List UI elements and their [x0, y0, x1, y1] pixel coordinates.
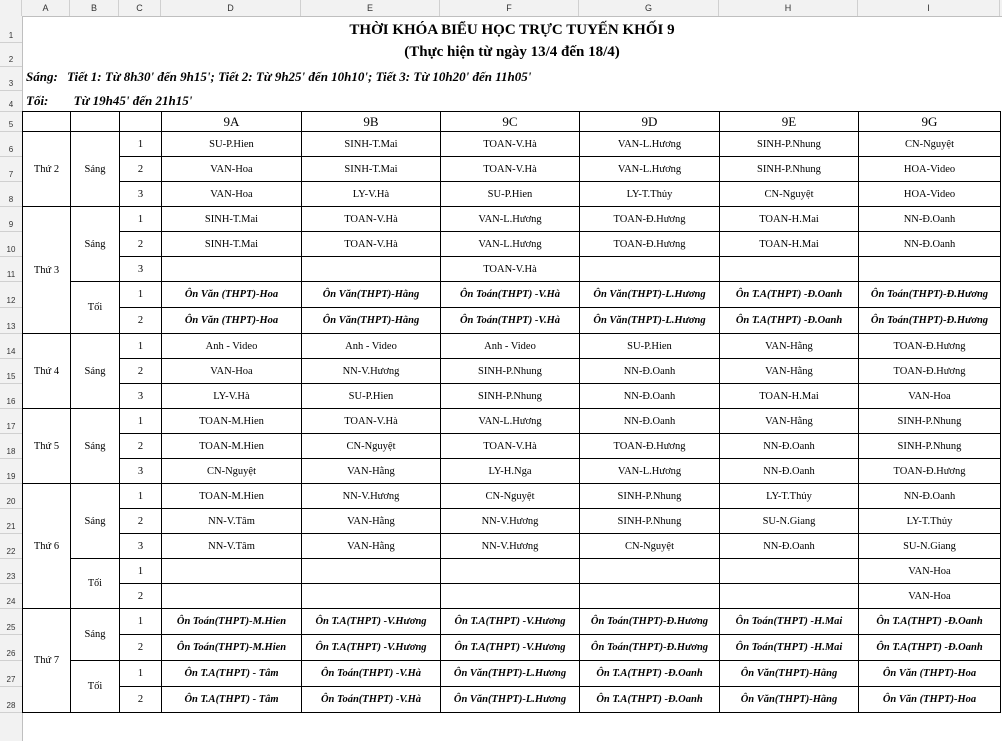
lesson-cell[interactable]: Ôn Toán(THPT) -H.Mai — [720, 635, 859, 661]
lesson-cell[interactable]: Ôn Văn(THPT)-L.Hương — [441, 661, 580, 687]
column-header-h[interactable]: H — [719, 0, 858, 16]
period-number-cell[interactable]: 1 — [120, 661, 162, 687]
row-header-15[interactable]: 15 — [6, 372, 16, 381]
lesson-cell[interactable]: SU-P.Hien — [162, 132, 302, 157]
row-header-14[interactable]: 14 — [6, 347, 16, 356]
lesson-cell[interactable]: LY-H.Nga — [441, 459, 580, 484]
row-header-17[interactable]: 17 — [6, 422, 16, 431]
period-number-cell[interactable]: 1 — [120, 334, 162, 359]
lesson-cell[interactable]: Ôn T.A(THPT) - Tâm — [162, 687, 302, 713]
session-cell[interactable]: Sáng — [71, 484, 120, 559]
table-row — [23, 509, 1001, 534]
morning-schedule-line — [26, 69, 531, 85]
lesson-cell[interactable]: VAN-Hằng — [302, 459, 441, 484]
row-divider — [0, 634, 22, 635]
table-row — [23, 434, 1001, 459]
row-header-28[interactable]: 28 — [6, 701, 16, 710]
session-cell[interactable]: Sáng — [71, 334, 120, 409]
lesson-cell[interactable]: Ôn Toán(THPT) -H.Mai — [720, 609, 859, 635]
lesson-cell[interactable]: VAN-L.Hương — [580, 132, 720, 157]
row-divider — [0, 90, 22, 91]
lesson-cell[interactable]: Ôn Toán(THPT)-Đ.Hương — [580, 635, 720, 661]
class-header-cell[interactable]: 9B — [302, 112, 441, 132]
lesson-cell[interactable]: NN-Đ.Oanh — [580, 384, 720, 409]
day-cell[interactable]: Thứ 4 — [23, 334, 71, 409]
table-row — [23, 157, 1001, 182]
morning-times: Tiết 1: Từ 8h30' đến 9h15'; Tiết 2: Từ 9h25' đến 10h10'; Tiết 3: Từ 10h20' đến 11h05' — [67, 69, 532, 84]
table-row — [23, 282, 1001, 308]
row-divider — [0, 660, 22, 661]
lesson-cell[interactable]: Ôn Văn(THPT)-Hằng — [720, 687, 859, 713]
lesson-cell[interactable]: NN-Đ.Oanh — [859, 484, 1001, 509]
lesson-cell[interactable]: TOAN-V.Hà — [441, 257, 580, 282]
evening-label: Tối: — [26, 93, 49, 108]
row-divider — [0, 181, 22, 182]
row-divider — [0, 231, 22, 232]
lesson-cell[interactable]: TOAN-Đ.Hương — [859, 334, 1001, 359]
column-header-a[interactable]: A — [22, 0, 70, 16]
lesson-cell[interactable] — [441, 584, 580, 609]
lesson-cell[interactable]: TOAN-H.Mai — [720, 232, 859, 257]
row-divider — [0, 558, 22, 559]
lesson-cell[interactable]: SU-P.Hien — [302, 384, 441, 409]
lesson-cell[interactable]: Anh - Video — [302, 334, 441, 359]
lesson-cell[interactable]: VAN-Hằng — [302, 509, 441, 534]
row-divider — [0, 408, 22, 409]
row-divider — [0, 483, 22, 484]
evening-schedule-line — [26, 93, 192, 109]
session-cell[interactable]: Sáng — [71, 207, 120, 282]
lesson-cell[interactable] — [859, 257, 1001, 282]
period-number-cell[interactable]: 1 — [120, 609, 162, 635]
lesson-cell[interactable]: VAN-Hoa — [162, 182, 302, 207]
lesson-cell[interactable]: TOAN-Đ.Hương — [580, 232, 720, 257]
day-cell[interactable]: Thứ 3 — [23, 207, 71, 334]
lesson-cell[interactable]: Ôn Văn(THPT)-Hằng — [720, 661, 859, 687]
lesson-cell[interactable]: VAN-Hằng — [720, 359, 859, 384]
row-divider — [0, 131, 22, 132]
row-header-18[interactable]: 18 — [6, 447, 16, 456]
row-divider — [0, 458, 22, 459]
row-divider — [0, 42, 22, 43]
lesson-cell[interactable]: CN-Nguyệt — [720, 182, 859, 207]
lesson-cell[interactable]: TOAN-Đ.Hương — [580, 434, 720, 459]
lesson-cell[interactable]: Ôn Văn(THPT)-L.Hương — [580, 282, 720, 308]
lesson-cell[interactable]: Ôn Văn (THPT)-Hoa — [162, 282, 302, 308]
session-cell[interactable]: Sáng — [71, 609, 120, 661]
lesson-cell[interactable]: LY-T.Thủy — [859, 509, 1001, 534]
lesson-cell[interactable]: HOA-Video — [859, 157, 1001, 182]
lesson-cell[interactable]: VAN-Hoa — [162, 359, 302, 384]
period-number-cell[interactable]: 1 — [120, 559, 162, 584]
lesson-cell[interactable]: VAN-Hoa — [859, 384, 1001, 409]
table-row — [23, 584, 1001, 609]
session-cell[interactable]: Tối — [71, 282, 120, 334]
lesson-cell[interactable]: VAN-L.Hương — [441, 232, 580, 257]
session-cell[interactable]: Sáng — [71, 409, 120, 484]
lesson-cell[interactable]: Anh - Video — [441, 334, 580, 359]
lesson-cell[interactable]: Ôn T.A(THPT) -Đ.Oanh — [580, 661, 720, 687]
period-number-cell[interactable]: 2 — [120, 687, 162, 713]
lesson-cell[interactable]: Ôn Văn(THPT)-L.Hương — [580, 308, 720, 334]
lesson-cell[interactable]: Ôn Toán(THPT)-M.Hien — [162, 635, 302, 661]
period-number-cell[interactable]: 1 — [120, 484, 162, 509]
lesson-cell[interactable]: VAN-Hằng — [720, 334, 859, 359]
row-header-8[interactable]: 8 — [8, 195, 14, 204]
row-divider — [0, 358, 22, 359]
period-number-cell[interactable]: 3 — [120, 257, 162, 282]
lesson-cell[interactable]: TOAN-M.Hien — [162, 434, 302, 459]
day-cell[interactable]: Thứ 2 — [23, 132, 71, 207]
table-row — [23, 459, 1001, 484]
lesson-cell[interactable]: VAN-L.Hương — [441, 207, 580, 232]
lesson-cell[interactable]: TOAN-Đ.Hương — [580, 207, 720, 232]
lesson-cell[interactable]: VAN-L.Hương — [441, 409, 580, 434]
lesson-cell[interactable]: Anh - Video — [162, 334, 302, 359]
row-divider — [0, 433, 22, 434]
lesson-cell[interactable]: SINH-P.Nhung — [720, 157, 859, 182]
lesson-cell[interactable]: SU-P.Hien — [580, 334, 720, 359]
lesson-cell[interactable]: Ôn Văn(THPT)-Hằng — [302, 308, 441, 334]
lesson-cell[interactable]: SU-N.Giang — [859, 534, 1001, 559]
period-number-cell[interactable]: 3 — [120, 534, 162, 559]
row-divider — [0, 608, 22, 609]
corner-cell[interactable] — [71, 112, 120, 132]
lesson-cell[interactable]: NN-V.Hương — [302, 359, 441, 384]
column-header-bar — [0, 0, 1002, 17]
day-cell[interactable]: Thứ 5 — [23, 409, 71, 484]
row-divider — [0, 111, 22, 112]
lesson-cell[interactable]: CN-Nguyệt — [441, 484, 580, 509]
lesson-cell[interactable]: TOAN-V.Hà — [302, 232, 441, 257]
lesson-cell[interactable]: TOAN-M.Hien — [162, 484, 302, 509]
lesson-cell[interactable] — [580, 584, 720, 609]
row-header-6[interactable]: 6 — [8, 145, 14, 154]
row-header-21[interactable]: 21 — [6, 522, 16, 531]
period-number-cell[interactable]: 3 — [120, 459, 162, 484]
lesson-cell[interactable]: Ôn T.A(THPT) - Tâm — [162, 661, 302, 687]
lesson-cell[interactable] — [580, 257, 720, 282]
period-number-cell[interactable]: 2 — [120, 232, 162, 257]
period-number-cell[interactable]: 2 — [120, 584, 162, 609]
lesson-cell[interactable]: SINH-P.Nhung — [859, 434, 1001, 459]
row-divider — [0, 156, 22, 157]
table-row — [23, 257, 1001, 282]
lesson-cell[interactable]: NN-V.Tâm — [162, 534, 302, 559]
period-number-cell[interactable]: 1 — [120, 282, 162, 308]
lesson-cell[interactable]: Ôn T.A(THPT) -V.Hương — [441, 609, 580, 635]
day-cell[interactable]: Thứ 6 — [23, 484, 71, 609]
lesson-cell[interactable]: Ôn Toán(THPT) -V.Hà — [302, 661, 441, 687]
lesson-cell[interactable]: CN-Nguyệt — [302, 434, 441, 459]
row-divider — [0, 281, 22, 282]
lesson-cell[interactable]: VAN-L.Hương — [580, 157, 720, 182]
row-divider — [0, 66, 22, 67]
column-header-i[interactable]: I — [858, 0, 1000, 16]
period-number-cell[interactable]: 1 — [120, 409, 162, 434]
class-header-cell[interactable]: 9G — [859, 112, 1001, 132]
lesson-cell[interactable]: Ôn T.A(THPT) -Đ.Oanh — [720, 308, 859, 334]
lesson-cell[interactable]: SINH-P.Nhung — [720, 132, 859, 157]
lesson-cell[interactable]: NN-Đ.Oanh — [580, 359, 720, 384]
period-number-cell[interactable]: 2 — [120, 359, 162, 384]
select-all-corner[interactable] — [0, 0, 22, 16]
period-number-cell[interactable]: 2 — [120, 434, 162, 459]
row-header-23[interactable]: 23 — [6, 572, 16, 581]
table-row — [23, 132, 1001, 157]
column-header-e[interactable]: E — [301, 0, 440, 16]
column-header-c[interactable]: C — [119, 0, 161, 16]
lesson-cell[interactable] — [162, 559, 302, 584]
table-row — [23, 484, 1001, 509]
lesson-cell[interactable]: Ôn Toán(THPT) -V.Hà — [441, 308, 580, 334]
corner-cell[interactable] — [120, 112, 162, 132]
lesson-cell[interactable]: SU-P.Hien — [441, 182, 580, 207]
morning-label: Sáng: — [26, 69, 58, 84]
lesson-cell[interactable]: CN-Nguyệt — [580, 534, 720, 559]
corner-cell[interactable] — [23, 112, 71, 132]
column-header-b[interactable]: B — [70, 0, 119, 16]
row-header-16[interactable]: 16 — [6, 397, 16, 406]
session-cell[interactable]: Tối — [71, 661, 120, 713]
row-header-9[interactable]: 9 — [8, 220, 14, 229]
class-header-row — [23, 112, 1001, 132]
lesson-cell[interactable]: LY-V.Hà — [162, 384, 302, 409]
lesson-cell[interactable]: LY-T.Thủy — [580, 182, 720, 207]
class-header-cell[interactable]: 9A — [162, 112, 302, 132]
lesson-cell[interactable]: NN-Đ.Oanh — [580, 409, 720, 434]
period-number-cell[interactable]: 3 — [120, 384, 162, 409]
table-row — [23, 534, 1001, 559]
row-divider — [0, 583, 22, 584]
lesson-cell[interactable]: TOAN-V.Hà — [441, 157, 580, 182]
lesson-cell[interactable]: TOAN-M.Hien — [162, 409, 302, 434]
table-row — [23, 635, 1001, 661]
row-header-5[interactable]: 5 — [8, 120, 14, 129]
sheet-subtitle: (Thực hiện từ ngày 13/4 đến 18/4) — [404, 44, 620, 60]
lesson-cell[interactable]: NN-Đ.Oanh — [859, 207, 1001, 232]
lesson-cell[interactable]: SINH-T.Mai — [162, 207, 302, 232]
lesson-cell[interactable]: SINH-P.Nhung — [580, 484, 720, 509]
row-divider — [0, 508, 22, 509]
column-header-g[interactable]: G — [579, 0, 719, 16]
lesson-cell[interactable]: TOAN-V.Hà — [441, 434, 580, 459]
lesson-cell[interactable]: Ôn T.A(THPT) -Đ.Oanh — [859, 609, 1001, 635]
lesson-cell[interactable]: SU-N.Giang — [720, 509, 859, 534]
period-number-cell[interactable]: 1 — [120, 132, 162, 157]
row-divider — [0, 383, 22, 384]
lesson-cell[interactable]: NN-Đ.Oanh — [720, 534, 859, 559]
lesson-cell[interactable]: VAN-Hằng — [302, 534, 441, 559]
lesson-cell[interactable]: Ôn Văn (THPT)-Hoa — [859, 687, 1001, 713]
lesson-cell[interactable]: TOAN-V.Hà — [441, 132, 580, 157]
lesson-cell[interactable]: SINH-P.Nhung — [859, 409, 1001, 434]
lesson-cell[interactable]: Ôn T.A(THPT) -V.Hương — [441, 635, 580, 661]
period-number-cell[interactable]: 2 — [120, 635, 162, 661]
row-divider — [0, 256, 22, 257]
lesson-cell[interactable]: SINH-T.Mai — [302, 157, 441, 182]
lesson-cell[interactable]: VAN-Hằng — [720, 409, 859, 434]
timetable — [22, 111, 1001, 713]
lesson-cell[interactable]: Ôn Văn(THPT)-Hằng — [302, 282, 441, 308]
lesson-cell[interactable]: NN-V.Tâm — [162, 509, 302, 534]
class-header-cell[interactable]: 9E — [720, 112, 859, 132]
lesson-cell[interactable]: NN-V.Hương — [302, 484, 441, 509]
lesson-cell[interactable]: Ôn T.A(THPT) -Đ.Oanh — [859, 635, 1001, 661]
lesson-cell[interactable]: Ôn Văn(THPT)-L.Hương — [441, 687, 580, 713]
lesson-cell[interactable]: Ôn T.A(THPT) -Đ.Oanh — [720, 282, 859, 308]
lesson-cell[interactable]: Ôn T.A(THPT) -V.Hương — [302, 635, 441, 661]
lesson-cell[interactable]: VAN-L.Hương — [580, 459, 720, 484]
period-number-cell[interactable]: 2 — [120, 157, 162, 182]
row-divider — [0, 712, 22, 713]
table-row — [23, 609, 1001, 635]
lesson-cell[interactable] — [580, 559, 720, 584]
row-divider — [0, 307, 22, 308]
lesson-cell[interactable]: Ôn Toán(THPT) -V.Hà — [302, 687, 441, 713]
row-header-11[interactable]: 11 — [6, 270, 16, 279]
period-number-cell[interactable]: 3 — [120, 182, 162, 207]
lesson-cell[interactable] — [162, 257, 302, 282]
lesson-cell[interactable] — [720, 559, 859, 584]
lesson-cell[interactable]: LY-T.Thủy — [720, 484, 859, 509]
lesson-cell[interactable]: VAN-Hoa — [859, 559, 1001, 584]
row-divider — [0, 333, 22, 334]
lesson-cell[interactable]: Ôn Toán(THPT)-Đ.Hương — [580, 609, 720, 635]
period-number-cell[interactable]: 2 — [120, 308, 162, 334]
row-header-26[interactable]: 26 — [6, 649, 16, 658]
lesson-cell[interactable] — [302, 584, 441, 609]
lesson-cell[interactable]: TOAN-H.Mai — [720, 207, 859, 232]
lesson-cell[interactable]: Ôn Toán(THPT)-M.Hien — [162, 609, 302, 635]
session-cell[interactable]: Tối — [71, 559, 120, 609]
lesson-cell[interactable]: Ôn Toán(THPT) -V.Hà — [441, 282, 580, 308]
lesson-cell[interactable]: TOAN-V.Hà — [302, 207, 441, 232]
row-header-25[interactable]: 25 — [6, 623, 16, 632]
lesson-cell[interactable]: NN-V.Hương — [441, 534, 580, 559]
class-header-cell[interactable]: 9C — [441, 112, 580, 132]
table-row — [23, 661, 1001, 687]
row-divider — [0, 686, 22, 687]
lesson-cell[interactable] — [162, 584, 302, 609]
lesson-cell[interactable] — [720, 584, 859, 609]
lesson-cell[interactable]: Ôn T.A(THPT) -Đ.Oanh — [580, 687, 720, 713]
row-header-19[interactable]: 19 — [6, 472, 16, 481]
table-row — [23, 334, 1001, 359]
table-row — [23, 409, 1001, 434]
evening-times: Từ 19h45' đến 21h15' — [73, 93, 193, 108]
column-header-f[interactable]: F — [440, 0, 579, 16]
table-row — [23, 232, 1001, 257]
lesson-cell[interactable]: CN-Nguyệt — [162, 459, 302, 484]
row-header-27[interactable]: 27 — [6, 675, 16, 684]
lesson-cell[interactable]: NN-Đ.Oanh — [720, 459, 859, 484]
table-row — [23, 687, 1001, 713]
column-header-d[interactable]: D — [161, 0, 301, 16]
lesson-cell[interactable]: SINH-P.Nhung — [580, 509, 720, 534]
lesson-cell[interactable] — [302, 257, 441, 282]
period-number-cell[interactable]: 1 — [120, 207, 162, 232]
lesson-cell[interactable]: Ôn Toán(THPT)-Đ.Hương — [859, 282, 1001, 308]
lesson-cell[interactable]: SINH-P.Nhung — [441, 384, 580, 409]
lesson-cell[interactable]: TOAN-H.Mai — [720, 384, 859, 409]
lesson-cell[interactable]: SINH-T.Mai — [302, 132, 441, 157]
table-row — [23, 384, 1001, 409]
row-header-3[interactable]: 3 — [8, 79, 14, 88]
row-header-bar — [0, 16, 23, 741]
period-number-cell[interactable]: 2 — [120, 509, 162, 534]
row-divider — [0, 533, 22, 534]
table-row — [23, 207, 1001, 232]
lesson-cell[interactable]: Ôn Văn (THPT)-Hoa — [162, 308, 302, 334]
lesson-cell[interactable] — [302, 559, 441, 584]
lesson-cell[interactable]: NN-Đ.Oanh — [859, 232, 1001, 257]
row-header-4[interactable]: 4 — [8, 100, 14, 109]
row-header-20[interactable]: 20 — [6, 497, 16, 506]
row-header-12[interactable]: 12 — [6, 296, 16, 305]
lesson-cell[interactable]: VAN-Hoa — [859, 584, 1001, 609]
lesson-cell[interactable]: NN-V.Hương — [441, 509, 580, 534]
lesson-cell[interactable]: TOAN-V.Hà — [302, 409, 441, 434]
lesson-cell[interactable]: SINH-P.Nhung — [441, 359, 580, 384]
row-header-24[interactable]: 24 — [6, 597, 16, 606]
session-cell[interactable]: Sáng — [71, 132, 120, 207]
lesson-cell[interactable]: CN-Nguyệt — [859, 132, 1001, 157]
lesson-cell[interactable]: Ôn T.A(THPT) -V.Hương — [302, 609, 441, 635]
table-row — [23, 559, 1001, 584]
table-row — [23, 182, 1001, 207]
class-header-cell[interactable]: 9D — [580, 112, 720, 132]
row-divider — [0, 206, 22, 207]
lesson-cell[interactable]: LY-V.Hà — [302, 182, 441, 207]
row-header-2[interactable]: 2 — [8, 55, 14, 64]
table-row — [23, 359, 1001, 384]
lesson-cell[interactable]: VAN-Hoa — [162, 157, 302, 182]
row-header-22[interactable]: 22 — [6, 547, 16, 556]
lesson-cell[interactable]: TOAN-Đ.Hương — [859, 359, 1001, 384]
lesson-cell[interactable]: Ôn Toán(THPT)-Đ.Hương — [859, 308, 1001, 334]
lesson-cell[interactable]: TOAN-Đ.Hương — [859, 459, 1001, 484]
lesson-cell[interactable]: HOA-Video — [859, 182, 1001, 207]
lesson-cell[interactable] — [720, 257, 859, 282]
day-cell[interactable]: Thứ 7 — [23, 609, 71, 713]
table-row — [23, 308, 1001, 334]
row-header-13[interactable]: 13 — [6, 322, 16, 331]
row-header-7[interactable]: 7 — [8, 170, 14, 179]
lesson-cell[interactable] — [441, 559, 580, 584]
lesson-cell[interactable]: Ôn Văn (THPT)-Hoa — [859, 661, 1001, 687]
row-header-1[interactable]: 1 — [8, 31, 14, 40]
row-header-10[interactable]: 10 — [6, 245, 16, 254]
lesson-cell[interactable]: NN-Đ.Oanh — [720, 434, 859, 459]
sheet-title: THỜI KHÓA BIỂU HỌC TRỰC TUYẾN KHỐI 9 — [349, 22, 675, 38]
lesson-cell[interactable]: SINH-T.Mai — [162, 232, 302, 257]
